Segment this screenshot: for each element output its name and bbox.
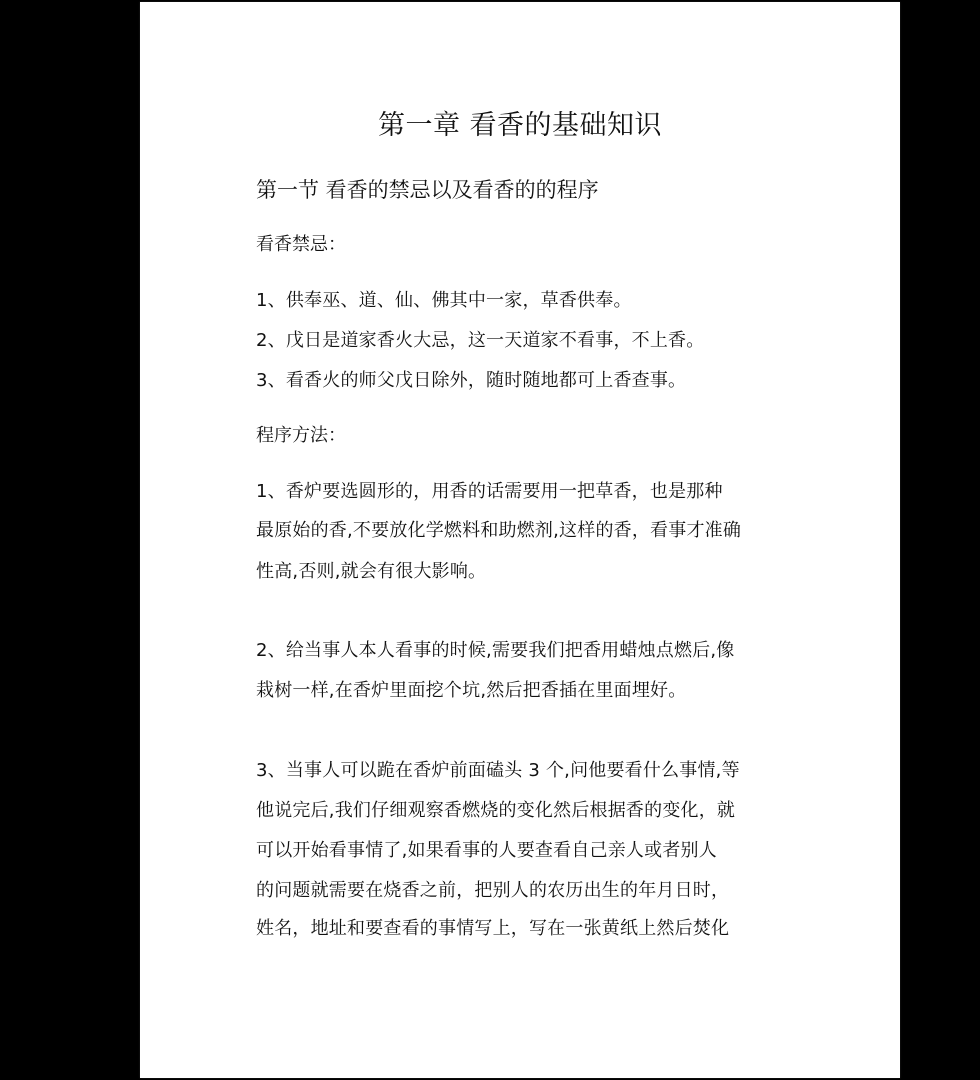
procedure-3-line-5: 姓名，地址和要查看的事情写上，写在一张黄纸上然后焚化 [256, 918, 730, 939]
procedure-label: 程序方法： [256, 425, 346, 446]
section-title: 第一节 看香的禁忌以及看香的的程序 [256, 178, 599, 202]
taboos-label: 看香禁忌： [256, 234, 346, 255]
procedure-1-line-1: 1、香炉要选圆形的，用香的话需要用一把草香，也是那种 [256, 481, 723, 502]
chapter-title: 第一章 看香的基础知识 [377, 110, 663, 141]
taboo-item-1: 1、供奉巫、道、仙、佛其中一家，草香供奉。 [256, 290, 632, 311]
procedure-3-line-3: 可以开始看事情了,如果看事的人要查看自己亲人或者别人 [256, 840, 717, 861]
procedure-3-line-4: 的问题就需要在烧香之前，把别人的农历出生的年月日时， [256, 880, 730, 901]
document-page [140, 2, 900, 1078]
procedure-2-line-1: 2、给当事人本人看事的时候,需要我们把香用蜡烛点燃后,像 [256, 640, 735, 661]
taboo-item-3: 3、看香火的师父戊日除外，随时随地都可上香查事。 [256, 370, 687, 391]
procedure-3-line-2: 他说完后,我们仔细观察香燃烧的变化然后根据香的变化，就 [256, 800, 736, 821]
procedure-2-line-2: 栽树一样,在香炉里面挖个坑,然后把香插在里面埋好。 [256, 680, 687, 701]
procedure-1-line-3: 性高,否则,就会有很大影响。 [256, 561, 487, 582]
taboo-item-2: 2、戊日是道家香火大忌，这一天道家不看事，不上香。 [256, 330, 705, 351]
procedure-3-line-1: 3、当事人可以跪在香炉前面磕头 3 个,问他要看什么事情,等 [256, 760, 740, 781]
procedure-1-line-2: 最原始的香,不要放化学燃料和助燃剂,这样的香，看事才准确 [256, 520, 742, 541]
